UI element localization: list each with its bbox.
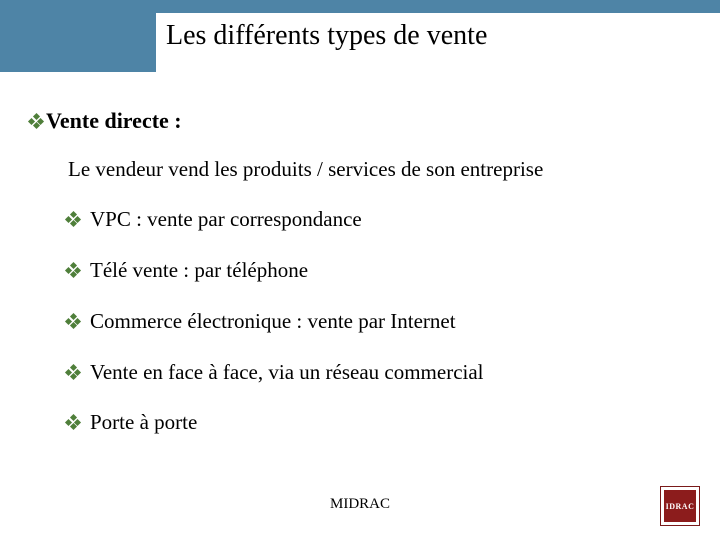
- diamond-bullet-icon: [66, 365, 80, 379]
- diamond-bullet-icon: [66, 415, 80, 429]
- list-item: Télé vente : par téléphone: [90, 258, 309, 282]
- diamond-bullet-icon: [66, 314, 80, 328]
- header-square: [99, 60, 111, 72]
- logo-text: IDRAC: [664, 490, 696, 522]
- header-block: [0, 0, 156, 72]
- diamond-bullet-icon: [29, 114, 43, 128]
- list-item: Commerce électronique : vente par Internet: [90, 309, 456, 333]
- section-description: Le vendeur vend les produits / services de son entreprise: [68, 157, 544, 181]
- header-square: [136, 60, 148, 72]
- list-item: Vente en face à face, via un réseau commercial: [90, 360, 484, 384]
- diamond-bullet-icon: [66, 212, 80, 226]
- list-item: VPC : vente par correspondance: [90, 207, 362, 231]
- diamond-bullet-icon: [66, 263, 80, 277]
- section-heading: Vente directe :: [46, 108, 182, 133]
- footer-text: MIDRAC: [330, 496, 391, 512]
- list-item: Porte à porte: [90, 410, 198, 434]
- slide-title: Les différents types de vente: [166, 20, 488, 51]
- header-square: [118, 60, 130, 72]
- idrac-logo-icon: [660, 486, 700, 526]
